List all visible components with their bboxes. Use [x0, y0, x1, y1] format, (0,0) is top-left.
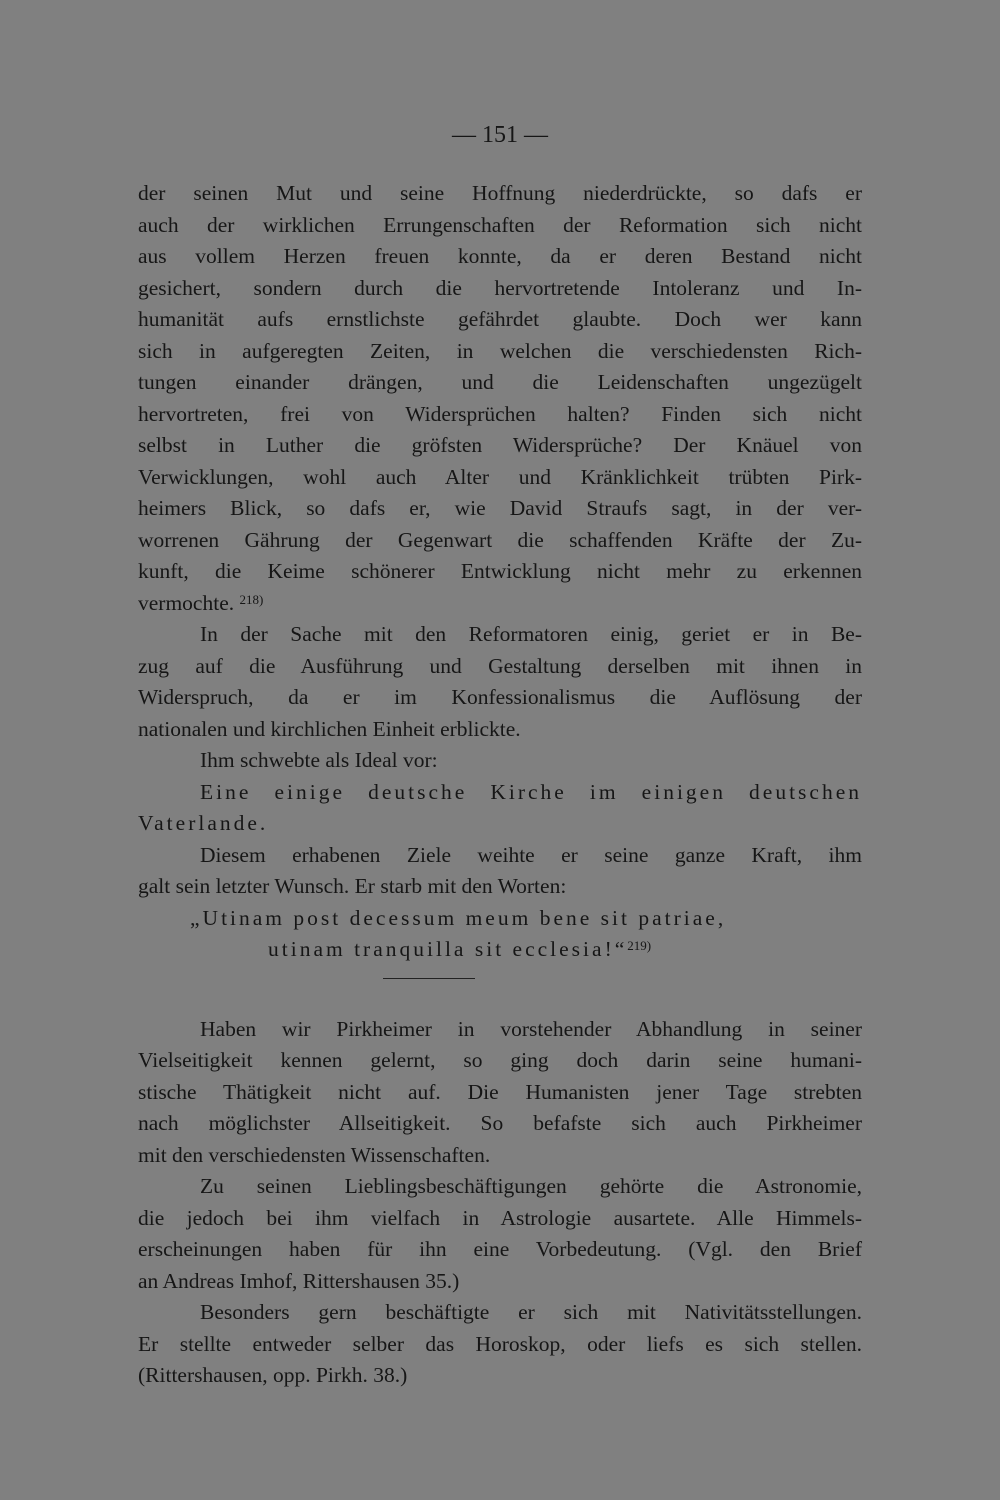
text-line: galt sein letzter Wunsch. Er starb mit den Worten:	[138, 874, 567, 898]
text-line: Verwicklungen, wohl auch Alter und Kränklichkeit trübten Pirk-	[138, 464, 862, 489]
footnote-ref-219: 219)	[627, 938, 652, 953]
spaced-text-line	[138, 934, 862, 966]
text-line: gesichert, sondern durch die hervortretende Intoleranz und In-	[138, 275, 862, 300]
text-line: selbst in Luther die gröfsten Widersprüche? Der Knäuel von	[138, 433, 862, 457]
page-number: — 151 —	[452, 122, 548, 148]
paragraph-2	[138, 619, 862, 745]
text-line: die jedoch bei ihm vielfach in Astrologie ausartete. Alle Himmels-	[138, 1205, 862, 1230]
paragraph-1	[138, 178, 862, 619]
text-fragment: vermochte.	[138, 590, 235, 615]
text-line: mit den verschiedensten Wissenschaften.	[138, 1142, 491, 1167]
text-line: Besonders gern beschäftigte er sich mit Nativitätsstellungen.	[200, 1300, 862, 1324]
text-line: heimers Blick, so dafs er, wie David Straufs sagt, in der ver-	[138, 496, 862, 520]
divider-rule	[383, 978, 475, 979]
text-line: stische Thätigkeit nicht auf. Die Humanisten jener Tage strebten	[138, 1079, 862, 1104]
text-line: Diesem erhabenen Ziele weihte er seine ganze Kraft, ihm	[200, 842, 862, 867]
text-line: Vielseitigkeit kennen gelernt, so ging doch darin seine humani-	[138, 1048, 862, 1072]
paragraph-5	[138, 1014, 862, 1172]
text-line: erscheinungen haben für ihn eine Vorbedeutung. (Vgl. den Brief	[138, 1237, 862, 1261]
text-line	[138, 588, 862, 620]
paragraph-3	[138, 745, 862, 777]
text-line: der seinen Mut und seine Hoffnung niederdrückte, so dafs er	[138, 181, 862, 205]
text-line: Zu seinen Lieblingsbeschäftigungen gehörte die Astronomie,	[200, 1174, 862, 1198]
text-line: humanität aufs ernstlichste gefährdet glaubte. Doch wer kann	[138, 307, 862, 331]
text-line: (Rittershausen, opp. Pirkh. 38.)	[138, 1363, 408, 1387]
latin-quote	[138, 903, 862, 966]
text-line: nationalen und kirchlichen Einheit erblickte.	[138, 716, 521, 741]
spaced-text-line: Eine einige deutsche Kirche im einigen deutschen	[200, 779, 862, 804]
text-line: aus vollem Herzen freuen konnte, da er deren Bestand nicht	[138, 244, 862, 268]
text-line: hervortreten, frei von Widersprüchen halten? Finden sich nicht	[138, 401, 862, 426]
text-line: Widerspruch, da er im Konfessionalismus die Auflösung der	[138, 685, 862, 709]
ideal-quote	[138, 777, 862, 840]
text-line: Er stellte entweder selber das Horoskop, oder liefs es sich stellen.	[138, 1331, 862, 1356]
text-line: Haben wir Pirkheimer in vorstehender Abhandlung in seiner	[200, 1016, 862, 1041]
text-line: an Andreas Imhof, Rittershausen 35.)	[138, 1268, 460, 1293]
book-page	[138, 118, 862, 1392]
text-fragment: utinam tranquilla sit ecclesia!“	[268, 937, 628, 961]
text-line: sich in aufgeregten Zeiten, in welchen die verschiedensten Rich-	[138, 338, 862, 363]
paragraph-7	[138, 1297, 862, 1392]
text-line: Ihm schwebte als Ideal vor:	[200, 748, 438, 772]
text-line: worrenen Gährung der Gegenwart die schaffenden Kräfte der Zu-	[138, 527, 862, 552]
text-line: auch der wirklichen Errungenschaften der Reformation sich nicht	[138, 212, 862, 237]
spaced-text-line: Vaterlande.	[138, 811, 269, 835]
text-line: tungen einander drängen, und die Leidenschaften ungezügelt	[138, 370, 862, 394]
paragraph-4	[138, 840, 862, 903]
section-divider	[138, 966, 862, 1014]
text-line: nach möglichster Allseitigkeit. So befafste sich auch Pirkheimer	[138, 1111, 862, 1135]
paragraph-6	[138, 1171, 862, 1297]
text-line: kunft, die Keime schönerer Entwicklung nicht mehr zu erkennen	[138, 559, 862, 583]
footnote-ref-218: 218)	[239, 591, 264, 607]
text-line: zug auf die Ausführung und Gestaltung derselben mit ihnen in	[138, 653, 862, 678]
text-line: In der Sache mit den Reformatoren einig, geriet er in Be-	[200, 622, 862, 646]
spaced-text-line: „Utinam post decessum meum bene sit patriae,	[190, 905, 727, 930]
